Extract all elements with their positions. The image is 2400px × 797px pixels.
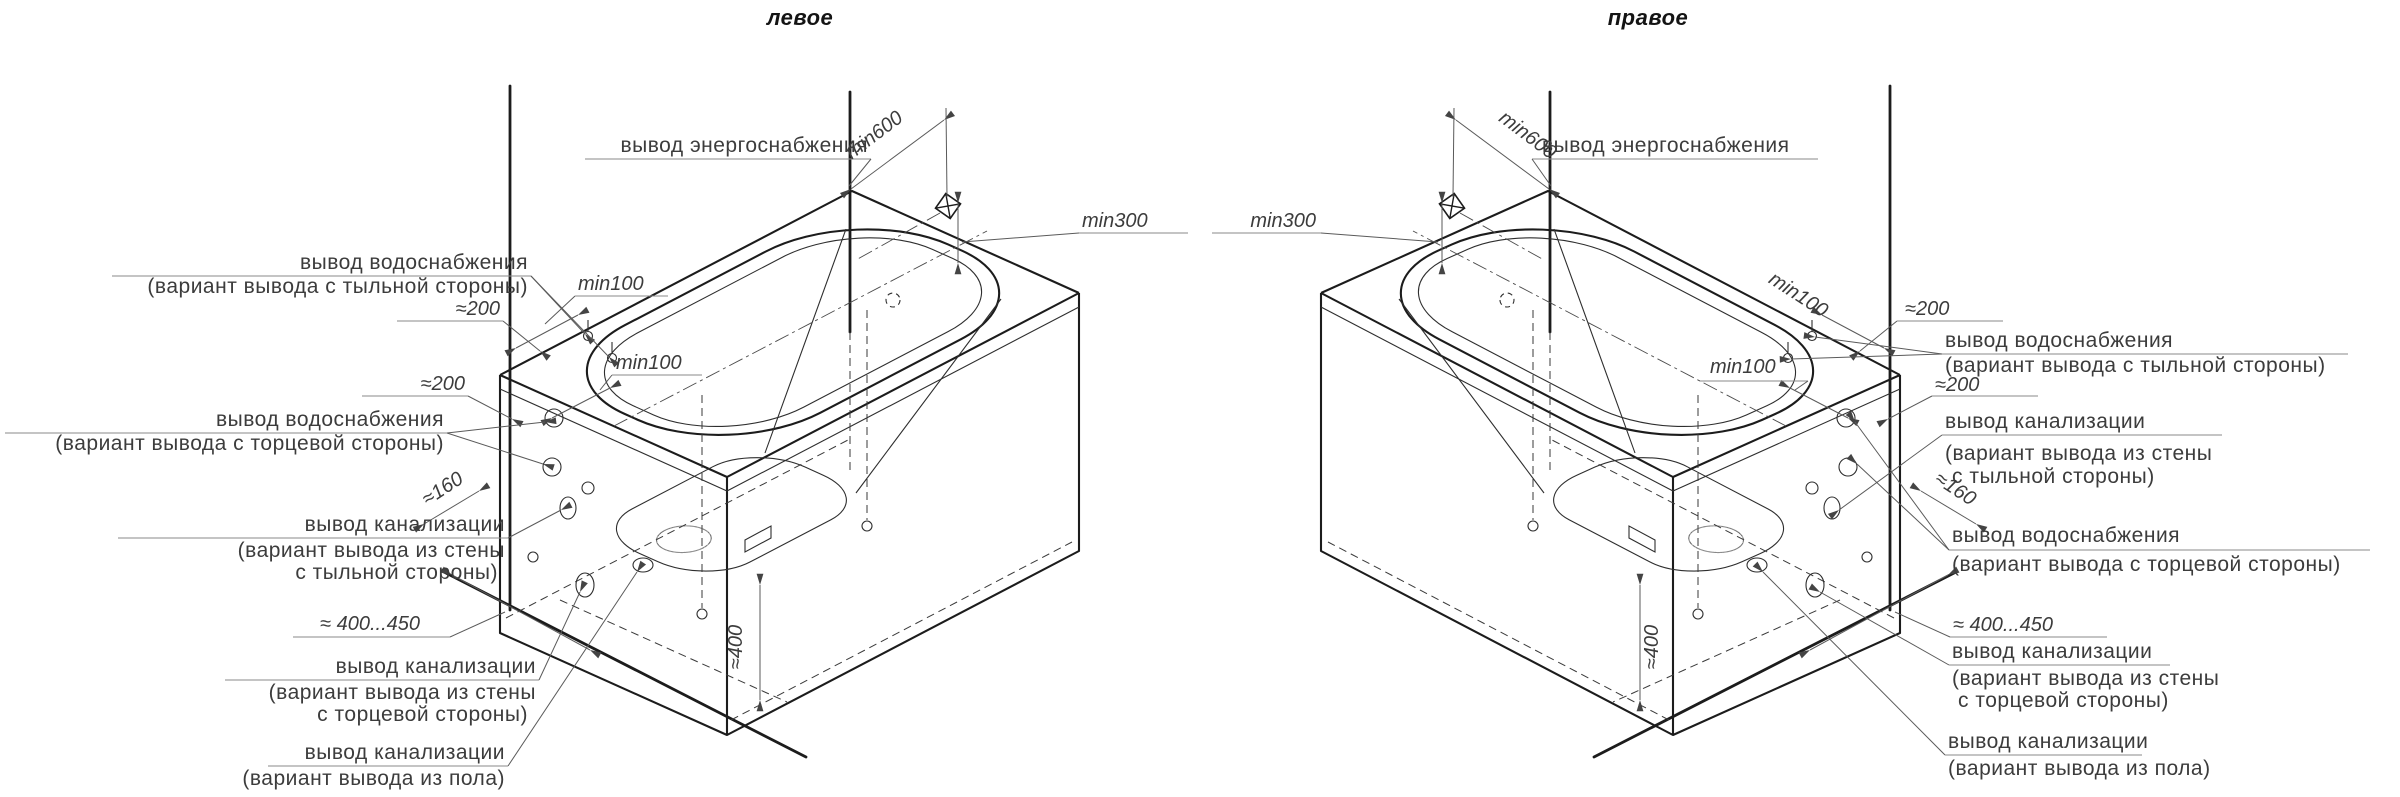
- label-sewer-wallback-line2-left: (вариант вывода из стены: [237, 539, 505, 562]
- title-left: левое: [766, 5, 834, 30]
- dim-min600-right: min600: [1494, 106, 1561, 164]
- label-sewer-wallback-line2-right: (вариант вывода из стены: [1945, 442, 2213, 465]
- dim-min300-left: min300: [1082, 210, 1148, 232]
- dim-200-lower-right: ≈200: [1935, 374, 1980, 396]
- dim-400-right: ≈400: [1641, 624, 1663, 670]
- label-power-supply-left: вывод энергоснабжения: [620, 134, 868, 157]
- right-diagram: [1212, 5, 2370, 780]
- label-power-supply-right: вывод энергоснабжения: [1542, 134, 1790, 157]
- label-sewer-floor-line1-left: вывод канализации: [304, 741, 505, 764]
- label-water-end-line2-left: (вариант вывода с торцевой стороны): [55, 432, 444, 455]
- label-sewer-wallend-line1-right: вывод канализации: [1952, 640, 2153, 663]
- label-sewer-wallend-line1-left: вывод канализации: [335, 655, 536, 678]
- dim-400-450-right: ≈ 400...450: [1953, 614, 2053, 636]
- dim-160-left: ≈160: [418, 467, 468, 511]
- label-sewer-wallback-line3-right: с тыльной стороны): [1952, 465, 2155, 488]
- dim-200-upper-right: ≈200: [1905, 298, 1950, 320]
- label-water-end-line2-right: (вариант вывода с торцевой стороны): [1952, 553, 2341, 576]
- label-water-back-line1-left: вывод водоснабжения: [299, 251, 528, 274]
- title-right: правое: [1607, 5, 1689, 30]
- label-water-end-line1-right: вывод водоснабжения: [1952, 524, 2181, 547]
- label-sewer-wallend-line3-left: с торцевой стороны): [317, 703, 528, 726]
- label-sewer-wallend-line2-right: (вариант вывода из стены: [1952, 667, 2220, 690]
- label-sewer-wallend-line3-right: с торцевой стороны): [1958, 689, 2169, 712]
- label-sewer-floor-line1-right: вывод канализации: [1948, 730, 2149, 753]
- dim-200-upper-left: ≈200: [455, 298, 500, 320]
- arrow-leaders-right: [1763, 337, 1949, 755]
- label-water-back-line1-right: вывод водоснабжения: [1945, 329, 2174, 352]
- dim-min300-right: min300: [1250, 210, 1316, 232]
- label-water-back-line2-right: (вариант вывода с тыльной стороны): [1945, 354, 2326, 377]
- label-sewer-wallback-line1-left: вывод канализации: [304, 513, 505, 536]
- label-sewer-wallend-line2-left: (вариант вывода из стены: [268, 681, 536, 704]
- dim-min100-upper-left: min100: [578, 273, 644, 295]
- left-diagram: [5, 5, 1188, 790]
- dim-min100-lower-right: min100: [1710, 356, 1776, 378]
- label-sewer-floor-line2-right: (вариант вывода из пола): [1948, 757, 2211, 780]
- dim-400-left: ≈400: [725, 624, 747, 670]
- dim-400-450-left: ≈ 400...450: [320, 613, 420, 635]
- label-sewer-floor-line2-left: (вариант вывода из пола): [242, 767, 505, 790]
- label-sewer-wallback-line1-right: вывод канализации: [1945, 410, 2146, 433]
- label-water-back-line2-left: (вариант вывода с тыльной стороны): [147, 275, 528, 298]
- dim-200-lower-left: ≈200: [420, 373, 465, 395]
- label-sewer-wallback-line3-left: с тыльной стороны): [295, 561, 498, 584]
- dim-min100-upper-right: min100: [1764, 267, 1832, 323]
- label-water-end-line1-left: вывод водоснабжения: [215, 408, 444, 431]
- dim-min600-left: min600: [841, 106, 908, 164]
- dim-160-right: ≈160: [1930, 467, 1980, 511]
- dim-min100-lower-left: min100: [616, 352, 682, 374]
